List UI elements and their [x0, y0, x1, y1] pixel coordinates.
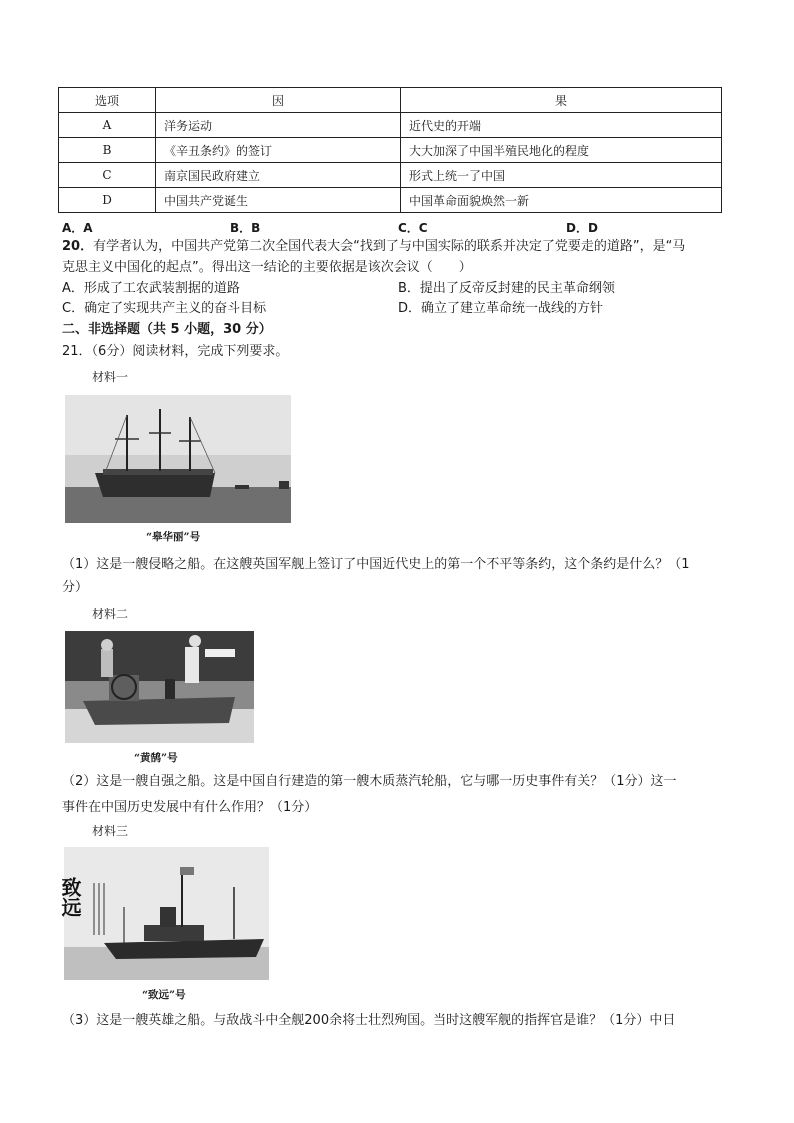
- material3-label: 材料三: [92, 824, 129, 838]
- table-row: [59, 163, 722, 188]
- row-cause: 中国共产党诞生: [156, 188, 401, 213]
- q20-number: 20．: [62, 239, 94, 254]
- row-effect: 中国革命面貌焕然一新: [401, 188, 722, 213]
- row-effect: 大大加深了中国半殖民地化的程度: [401, 138, 722, 163]
- row-cause: 南京国民政府建立: [156, 163, 401, 188]
- q20-stem-line1: 20．有学者认为，中国共产党第二次全国代表大会“找到了与中国实际的联系并决定了党要走的道路”，是“马: [62, 239, 686, 254]
- q21-sub1-line2: 分）: [62, 580, 89, 595]
- q20-option-d[interactable]: D．确立了建立革命统一战线的方针: [398, 301, 604, 316]
- q21-sub1-line1: （1）这是一艘侵略之船。在这艘英国军舰上签订了中国近代史上的第一个不平等条约，这个条约是什么？（1: [62, 557, 690, 572]
- q19-choice-b[interactable]: B．B: [230, 221, 261, 235]
- material1-caption: “皋华丽”号: [146, 531, 201, 543]
- q21-intro: 21．（6分）阅读材料，完成下列要求。: [62, 344, 289, 359]
- q21-sub2-line1: （2）这是一艘自强之船。这是中国自行建造的第一艘木质蒸汽轮船，它与哪一历史事件有关？（1分）这一: [62, 774, 677, 789]
- material3-image-title: 致远: [58, 877, 82, 917]
- q19-choice-a[interactable]: A．A: [62, 221, 93, 235]
- table-header-row: [59, 88, 722, 113]
- q21-sub3-line1: （3）这是一艘英雄之船。与敌战斗中全舰200余将士壮烈殉国。当时这艘军舰的指挥官是谁？（1分）中日: [62, 1013, 676, 1028]
- q20-stem-line2: 克思主义中国化的起点”。得出这一结论的主要依据是该次会议（ ）: [62, 260, 472, 275]
- row-option: C: [59, 163, 156, 188]
- material1-ship-photo: [65, 395, 291, 523]
- material2-label: 材料二: [92, 607, 129, 621]
- material2-steamship-photo: [65, 631, 254, 743]
- header-cause: 因: [156, 88, 401, 113]
- material3-warship-photo: [58, 847, 269, 980]
- material3-caption: “致远”号: [142, 989, 186, 1001]
- material1-label: 材料一: [92, 370, 129, 384]
- q19-choice-d[interactable]: D．D: [566, 221, 598, 235]
- table-row: [59, 138, 722, 163]
- row-cause: 《辛丑条约》的签订: [156, 138, 401, 163]
- row-cause: 洋务运动: [156, 113, 401, 138]
- q20-option-a[interactable]: A．形成了工农武装割据的道路: [62, 281, 240, 296]
- header-option: 选项: [59, 88, 156, 113]
- section-heading: 二、非选择题（共 5 小题，30 分）: [62, 322, 272, 337]
- material2-caption: “黄鹄”号: [134, 752, 178, 764]
- q19-choice-c[interactable]: C．C: [398, 221, 428, 235]
- q21-sub2-line2: 事件在中国历史发展中有什么作用？（1分）: [62, 800, 318, 815]
- row-option: B: [59, 138, 156, 163]
- row-effect: 近代史的开端: [401, 113, 722, 138]
- row-effect: 形式上统一了中国: [401, 163, 722, 188]
- q20-option-b[interactable]: B．提出了反帝反封建的民主革命纲领: [398, 281, 615, 296]
- row-option: D: [59, 188, 156, 213]
- table-row: [59, 113, 722, 138]
- cause-effect-table: [58, 87, 722, 213]
- table-row: [59, 188, 722, 213]
- row-option: A: [59, 113, 156, 138]
- header-effect: 果: [401, 88, 722, 113]
- q20-option-c[interactable]: C．确定了实现共产主义的奋斗目标: [62, 301, 267, 316]
